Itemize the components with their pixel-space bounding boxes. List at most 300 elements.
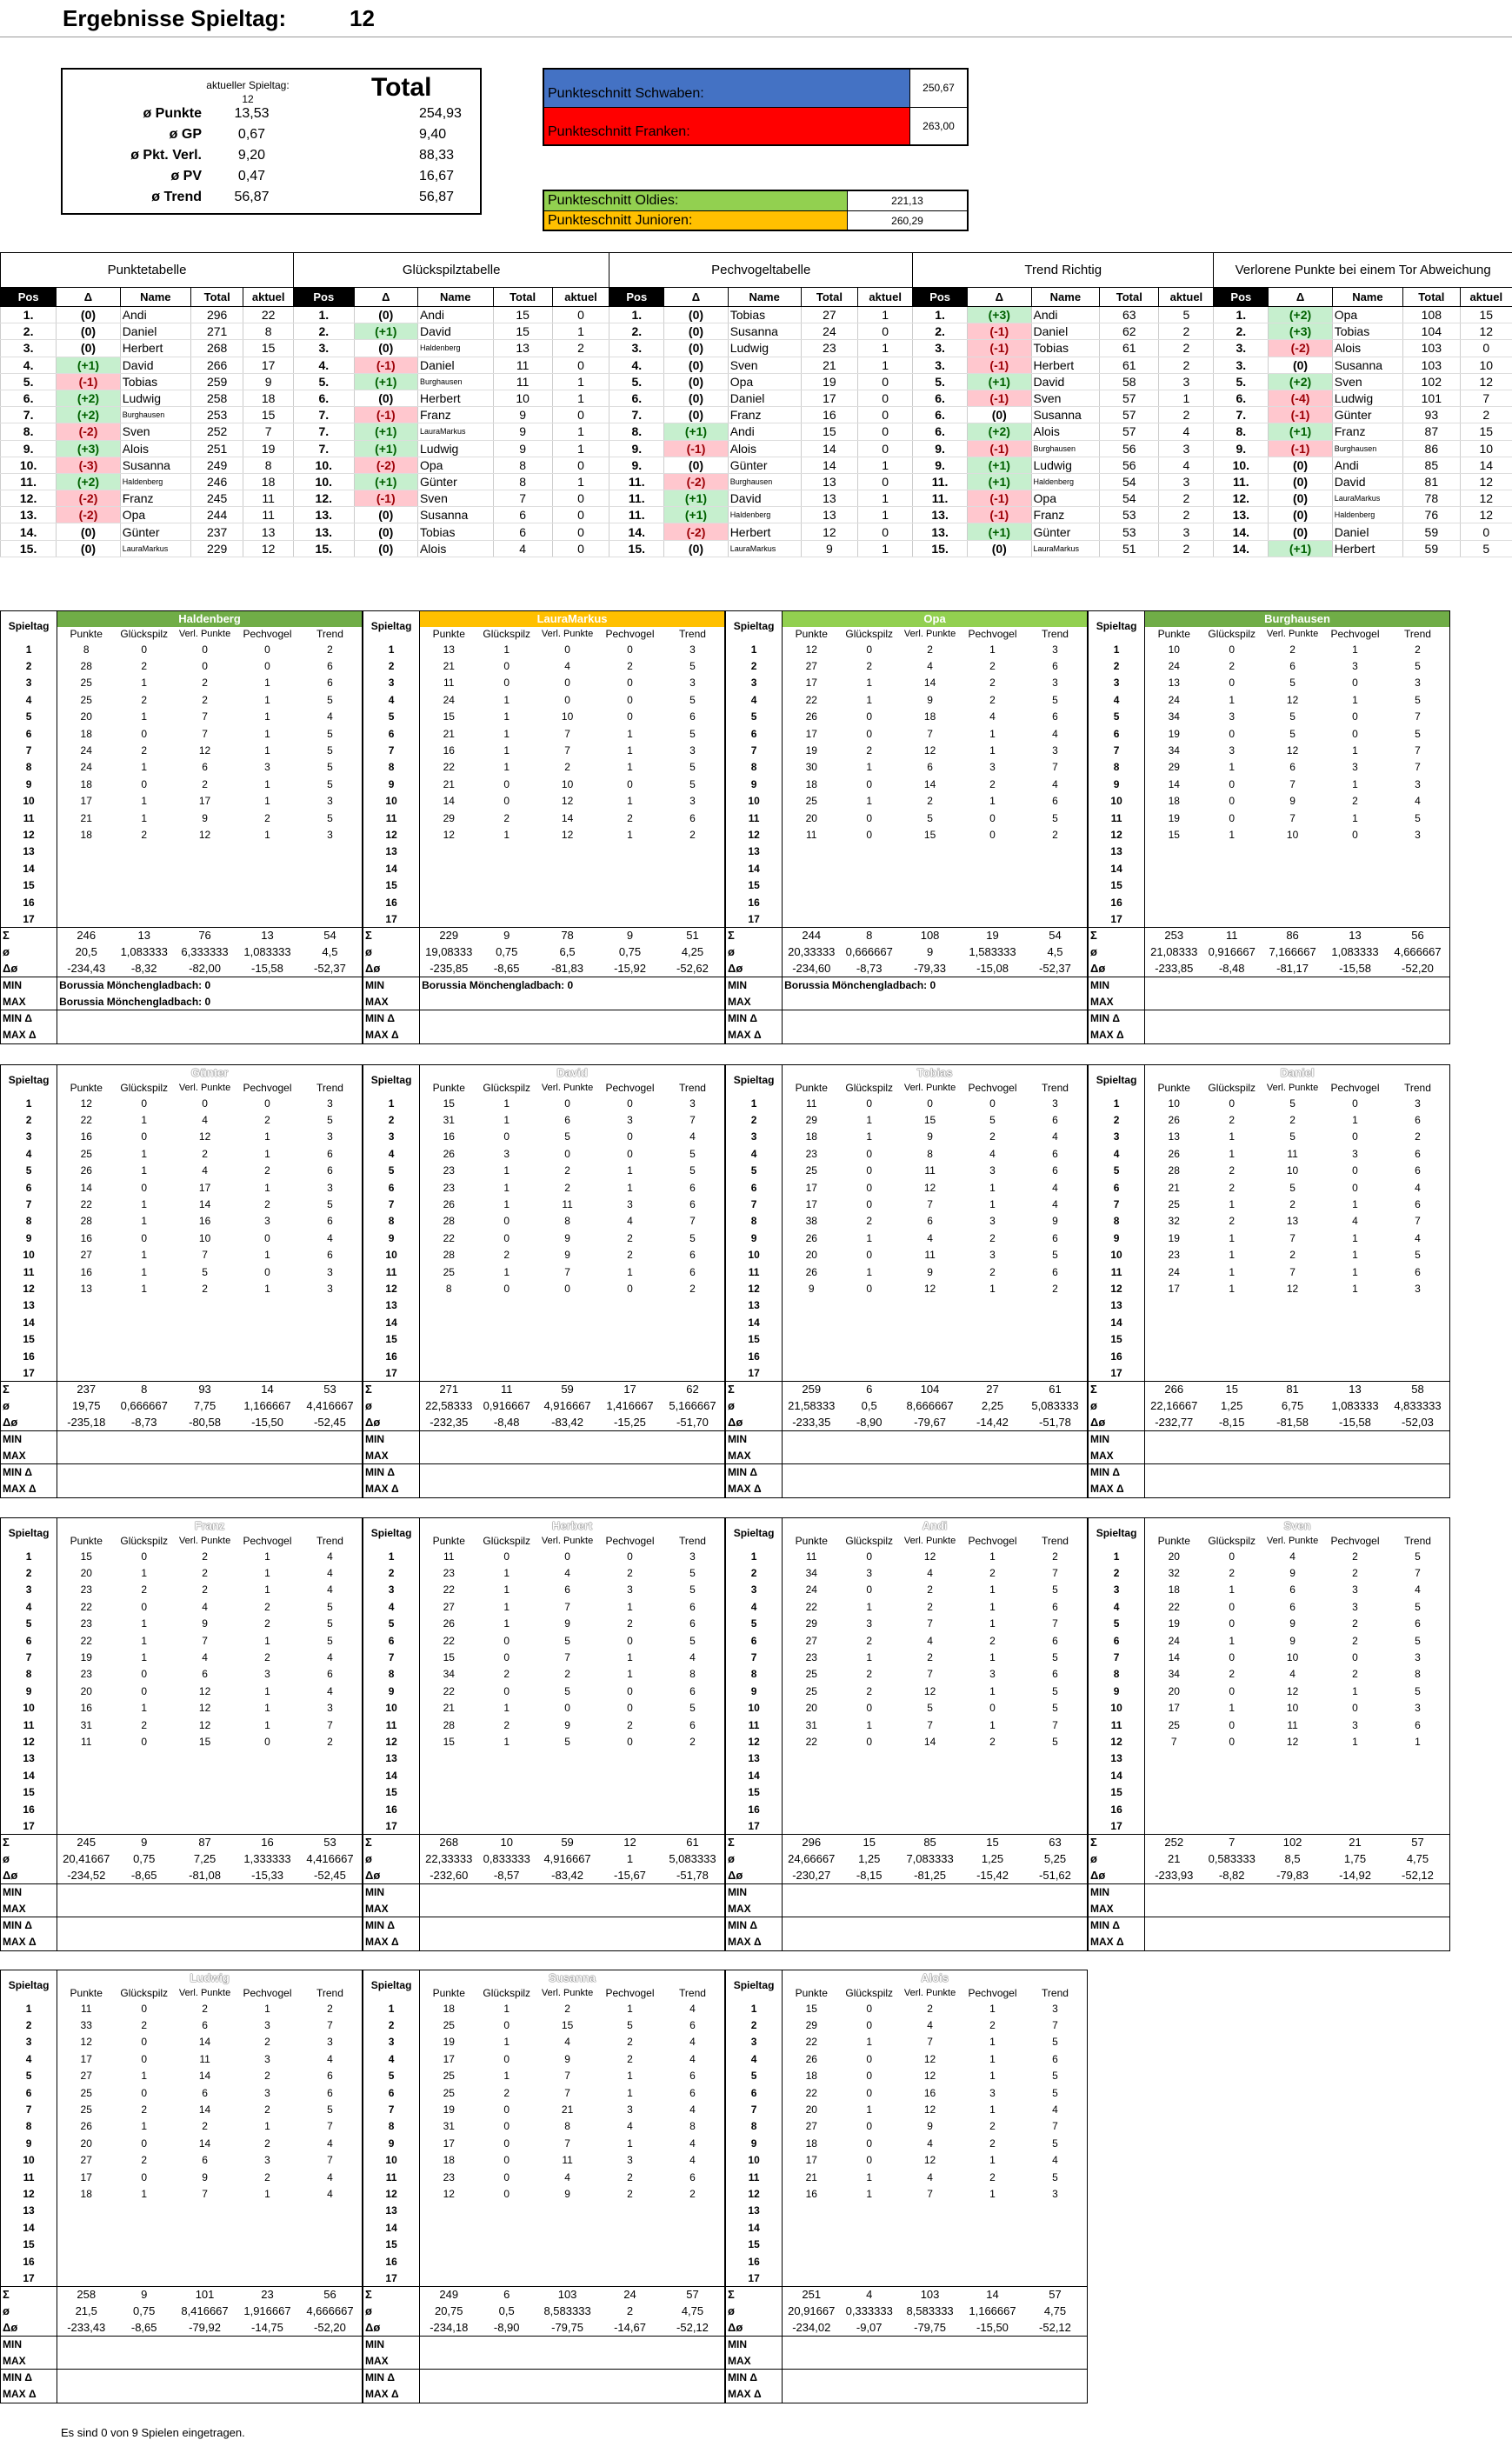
position: 9. bbox=[1, 440, 57, 457]
minmax-row bbox=[1089, 1010, 1449, 1027]
matchday-row bbox=[1, 1280, 362, 1297]
ranking-tables bbox=[0, 252, 1512, 557]
total: 58 bbox=[1100, 373, 1159, 390]
matchday-number: 5 bbox=[1, 709, 57, 725]
matchday-value bbox=[1261, 1297, 1324, 1314]
stat-value: 4,416667 bbox=[306, 1852, 354, 1866]
stat-value: 1,75 bbox=[1343, 1852, 1367, 1866]
column-header[interactable]: Pos bbox=[1214, 288, 1269, 307]
matchday-value: 0 bbox=[141, 777, 148, 790]
name: Sven bbox=[1031, 390, 1100, 406]
matchday-value: 1 bbox=[503, 1198, 510, 1211]
delta: (+3) bbox=[57, 440, 120, 457]
column-header[interactable]: Δ bbox=[57, 288, 120, 307]
position: 11. bbox=[913, 490, 968, 507]
matchday-value bbox=[1386, 1750, 1449, 1767]
matchday-value: 22 bbox=[443, 1684, 455, 1697]
total: 237 bbox=[190, 523, 243, 540]
position: 10. bbox=[1, 457, 57, 473]
column-header[interactable]: Total bbox=[1100, 288, 1159, 307]
matchday-value: 34 bbox=[1168, 710, 1180, 723]
column-header[interactable]: Δ bbox=[664, 288, 728, 307]
matchday-value: 12 bbox=[1286, 1282, 1299, 1295]
matchday-row bbox=[726, 1801, 1087, 1817]
matchday-value bbox=[1145, 1817, 1203, 1834]
matchday-value bbox=[898, 894, 962, 910]
stat-value: 266 bbox=[1164, 1383, 1184, 1397]
name: Herbert bbox=[1332, 540, 1402, 557]
matchday-row bbox=[1089, 1616, 1449, 1632]
matchday-value bbox=[477, 1750, 536, 1767]
stat-value: 244 bbox=[802, 929, 822, 943]
minmax-label: MIN bbox=[1089, 1431, 1145, 1448]
matchday-value: 7 bbox=[1289, 811, 1296, 824]
matchday-value: 25 bbox=[805, 1164, 817, 1177]
matchday-value: 1 bbox=[141, 1147, 148, 1160]
column-header[interactable]: Name bbox=[120, 288, 190, 307]
stat-value: 6 bbox=[503, 2288, 510, 2302]
player-name: Franz bbox=[57, 1518, 362, 1534]
matchday-value: 1 bbox=[264, 1567, 270, 1580]
matchday-number: 13 bbox=[1089, 1750, 1145, 1767]
matchday-row bbox=[1089, 843, 1449, 860]
matchday-value: 26 bbox=[443, 1147, 455, 1160]
position: 6. bbox=[1, 390, 57, 406]
total: 12 bbox=[801, 523, 858, 540]
matchday-number: 11 bbox=[1, 810, 57, 826]
matchday-value: 0 bbox=[866, 2154, 873, 2167]
minmax-value bbox=[783, 2370, 1087, 2386]
delta: (0) bbox=[664, 340, 728, 357]
matchday-value: 7 bbox=[327, 1718, 333, 1731]
column-header[interactable]: Pos bbox=[294, 288, 355, 307]
matchday-value bbox=[599, 1297, 661, 1314]
matchday-value: 0 bbox=[503, 2019, 510, 2032]
matchday-row bbox=[363, 1649, 724, 1665]
position: 7. bbox=[1214, 407, 1269, 423]
matchday-value: 1 bbox=[1229, 761, 1236, 774]
matchday-value: 5 bbox=[1052, 2070, 1058, 2083]
matchday-value bbox=[1023, 1750, 1087, 1767]
matchday-value bbox=[115, 2253, 173, 2270]
matchday-value: 24 bbox=[1168, 1265, 1180, 1278]
matchday-number: 4 bbox=[1, 2050, 57, 2067]
matchday-value: 1 bbox=[503, 1735, 510, 1748]
matchday-value: 6 bbox=[1415, 1198, 1421, 1211]
matchday-value: 29 bbox=[805, 1617, 817, 1630]
stat-value: 62 bbox=[686, 1383, 699, 1397]
delta: (+1) bbox=[1269, 423, 1332, 440]
column-header[interactable]: Pos bbox=[1, 288, 57, 307]
minmax-label: MIN bbox=[1089, 977, 1145, 994]
player-name: Opa bbox=[783, 611, 1087, 627]
matchday-value: 28 bbox=[443, 1215, 455, 1228]
stat-value: 8,583333 bbox=[906, 2304, 954, 2318]
matchday-value: 9 bbox=[1289, 1634, 1296, 1647]
column-header[interactable]: Δ bbox=[354, 288, 417, 307]
column-header[interactable]: Pos bbox=[609, 288, 664, 307]
matchday-row bbox=[726, 2169, 1087, 2185]
name: Alois bbox=[417, 540, 493, 557]
matchday-value: 3 bbox=[327, 795, 333, 808]
matchday-row bbox=[726, 2034, 1087, 2050]
matchday-value: 12 bbox=[1286, 1684, 1299, 1697]
delta: (+2) bbox=[57, 390, 120, 406]
matchday-row bbox=[726, 1163, 1087, 1179]
minmax-value bbox=[420, 2370, 724, 2386]
stat-value: 10 bbox=[500, 1836, 513, 1850]
matchday-row bbox=[1, 2169, 362, 2185]
matchday-value bbox=[840, 910, 898, 927]
column-header[interactable]: aktuel bbox=[552, 288, 609, 307]
matchday-number: 11 bbox=[726, 1717, 783, 1733]
position: 3. bbox=[913, 357, 968, 373]
matchday-value: 5 bbox=[1052, 1249, 1058, 1262]
matchday-number: 3 bbox=[726, 675, 783, 691]
minmax-row bbox=[1089, 1917, 1449, 1934]
stat-value: 252 bbox=[1164, 1836, 1184, 1850]
stat-value: 57 bbox=[686, 2288, 699, 2302]
matchday-value: 6 bbox=[1415, 1147, 1421, 1160]
matchday-row bbox=[726, 2101, 1087, 2117]
matchday-value: 2 bbox=[1352, 1668, 1358, 1681]
matchday-number: 4 bbox=[726, 1145, 783, 1162]
matchday-value: 1 bbox=[264, 1130, 270, 1143]
matchday-value: 26 bbox=[805, 1265, 817, 1278]
matchday-value: 11 bbox=[443, 1550, 455, 1563]
matchday-value: 14 bbox=[80, 1181, 92, 1194]
minmax-label: MIN Δ bbox=[1, 1464, 57, 1481]
matchday-value bbox=[420, 1801, 478, 1817]
matchday-value: 11 bbox=[562, 1198, 573, 1211]
matchday-row bbox=[1, 1817, 362, 1834]
delta: (-1) bbox=[354, 357, 417, 373]
stat-value: -15,08 bbox=[976, 961, 1009, 975]
matchday-value: 21 bbox=[805, 2170, 817, 2183]
matchday-value: 7 bbox=[1289, 1265, 1296, 1278]
matchday-value: 5 bbox=[202, 1265, 208, 1278]
matchday-value: 1 bbox=[141, 1114, 148, 1127]
stat-value: 22,33333 bbox=[425, 1852, 473, 1866]
matchday-value bbox=[962, 2203, 1023, 2219]
matchday-row bbox=[1089, 1095, 1449, 1111]
matchday-number: 17 bbox=[1089, 1364, 1145, 1381]
player-name: Andi bbox=[783, 1518, 1087, 1534]
stat-value: -8,65 bbox=[493, 961, 520, 975]
matchday-number: 5 bbox=[1089, 1163, 1145, 1179]
stat-column-header: Pechvogel bbox=[605, 1082, 655, 1094]
column-header[interactable]: Δ bbox=[1269, 288, 1332, 307]
matchday-value bbox=[599, 843, 661, 860]
stat-value: -234,52 bbox=[67, 1868, 106, 1882]
current: 8 bbox=[243, 457, 294, 473]
matchday-value: 25 bbox=[443, 1265, 455, 1278]
matchday-value: 2 bbox=[689, 2187, 696, 2200]
matchday-value bbox=[962, 1348, 1023, 1364]
matchday-value: 4 bbox=[202, 1600, 208, 1613]
total: 229 bbox=[190, 540, 243, 557]
minmax-value bbox=[783, 1431, 1087, 1448]
position: 5. bbox=[1, 373, 57, 390]
matchday-number: 11 bbox=[726, 2169, 783, 2185]
current: 15 bbox=[243, 407, 294, 423]
matchday-value bbox=[57, 2203, 116, 2219]
column-header[interactable]: Total bbox=[190, 288, 243, 307]
minmax-value bbox=[783, 1934, 1087, 1950]
matchday-row bbox=[363, 2152, 724, 2169]
column-header[interactable]: Name bbox=[728, 288, 801, 307]
delta: (0) bbox=[664, 373, 728, 390]
matchday-number: 1 bbox=[1, 1548, 57, 1564]
column-header[interactable]: aktuel bbox=[1159, 288, 1214, 307]
matchday-row bbox=[726, 2050, 1087, 2067]
matchday-value: 0 bbox=[264, 1097, 270, 1110]
matchday-value: 1 bbox=[264, 1583, 270, 1597]
matchday-row bbox=[726, 1196, 1087, 1212]
matchday-value bbox=[536, 1801, 599, 1817]
matchday-value bbox=[236, 1314, 298, 1330]
matchday-value: 25 bbox=[805, 1668, 817, 1681]
matchday-value: 1 bbox=[141, 1282, 148, 1295]
matchday-value: 2 bbox=[689, 1282, 696, 1295]
stat-value: 5,083333 bbox=[1031, 1399, 1079, 1413]
matchday-value: 7 bbox=[202, 710, 208, 723]
matchday-value: 0 bbox=[866, 1198, 873, 1211]
total: 87 bbox=[1403, 423, 1461, 440]
minmax-row bbox=[1089, 1884, 1449, 1901]
matchday-number: 1 bbox=[363, 641, 420, 657]
delta: (+1) bbox=[968, 457, 1031, 473]
matchday-row bbox=[726, 1280, 1087, 1297]
stat-column-header: Punkte bbox=[70, 1535, 103, 1547]
delta: (-1) bbox=[968, 340, 1031, 357]
column-header[interactable]: Total bbox=[493, 288, 552, 307]
stat-column-header: Pechvogel bbox=[968, 1987, 1017, 1999]
matchday-number: 17 bbox=[726, 910, 783, 927]
column-header[interactable]: Name bbox=[1332, 288, 1402, 307]
matchday-value bbox=[298, 2219, 362, 2236]
matchday-value: 4 bbox=[989, 1147, 996, 1160]
stat-column-header: Verl. Punkte bbox=[1266, 1083, 1319, 1093]
matchday-value: 1 bbox=[1415, 1735, 1421, 1748]
current: 1 bbox=[552, 440, 609, 457]
stat-value: 237 bbox=[77, 1383, 97, 1397]
matchday-row bbox=[1, 1145, 362, 1162]
minmax-label: MAX Δ bbox=[1089, 1027, 1145, 1043]
stat-label: Δø bbox=[1, 961, 57, 977]
delta: (+2) bbox=[1269, 307, 1332, 323]
matchday-value bbox=[298, 860, 362, 877]
total: 21 bbox=[801, 357, 858, 373]
minmax-row bbox=[726, 1884, 1087, 1901]
matchday-value: 6 bbox=[327, 677, 333, 690]
matchday-row bbox=[726, 1111, 1087, 1128]
column-header[interactable]: aktuel bbox=[1460, 288, 1512, 307]
summary-current: 9,20 bbox=[237, 148, 266, 163]
stat-label: ø bbox=[1089, 944, 1145, 961]
matchday-row bbox=[726, 2118, 1087, 2135]
player-block-alois bbox=[725, 1970, 1088, 2403]
matchday-row bbox=[363, 2236, 724, 2252]
stat-value: 19,75 bbox=[71, 1399, 101, 1413]
matchday-row bbox=[726, 759, 1087, 776]
matchday-row bbox=[363, 2185, 724, 2202]
matchday-number: 5 bbox=[1, 1163, 57, 1179]
current: 0 bbox=[552, 407, 609, 423]
current: 17 bbox=[243, 357, 294, 373]
matchday-value: 4 bbox=[327, 2137, 333, 2150]
matchday-number: 17 bbox=[1, 1364, 57, 1381]
matchday-number: 10 bbox=[1, 2152, 57, 2169]
name: Burghausen bbox=[1031, 440, 1100, 457]
matchday-number: 2 bbox=[1089, 1564, 1145, 1581]
matchday-value: 20 bbox=[80, 2137, 92, 2150]
minmax-row bbox=[1, 1917, 362, 1934]
current: 1 bbox=[858, 357, 913, 373]
matchday-number: 6 bbox=[1089, 1179, 1145, 1196]
total: 10 bbox=[493, 390, 552, 406]
minmax-value: Borussia Mönchengladbach: 0 bbox=[59, 979, 211, 992]
matchday-value bbox=[57, 1364, 116, 1381]
matchday-value: 20 bbox=[80, 710, 92, 723]
column-header[interactable]: aktuel bbox=[858, 288, 913, 307]
matchday-row bbox=[726, 1348, 1087, 1364]
matchday-value: 3 bbox=[1052, 744, 1058, 757]
matchday-value: 0 bbox=[1352, 1164, 1358, 1177]
matchday-value: 1 bbox=[503, 761, 510, 774]
matchday-row bbox=[726, 1700, 1087, 1717]
matchday-value: 0 bbox=[1352, 1651, 1358, 1664]
matchday-value: 1 bbox=[627, 1181, 633, 1194]
stat-value: 12 bbox=[623, 1836, 636, 1850]
matchday-value: 1 bbox=[989, 1583, 996, 1597]
column-header[interactable]: aktuel bbox=[243, 288, 294, 307]
matchday-value bbox=[57, 2270, 116, 2286]
current: 2 bbox=[1159, 340, 1214, 357]
minmax-value bbox=[1145, 977, 1449, 994]
matchday-value: 2 bbox=[627, 2170, 633, 2183]
stat-value: 0,75 bbox=[496, 945, 518, 959]
matchday-number: 8 bbox=[726, 1213, 783, 1230]
matchday-value: 5 bbox=[1052, 1735, 1058, 1748]
stat-value: 20,33333 bbox=[788, 945, 836, 959]
matchday-number: 16 bbox=[1, 1801, 57, 1817]
column-header[interactable]: Total bbox=[801, 288, 858, 307]
matchday-value: 1 bbox=[264, 1634, 270, 1647]
matchday-value bbox=[57, 2219, 116, 2236]
matchday-number: 4 bbox=[726, 691, 783, 708]
matchday-value bbox=[661, 843, 724, 860]
minmax-row bbox=[1089, 1431, 1449, 1448]
delta: (0) bbox=[354, 307, 417, 323]
matchday-number: 2 bbox=[726, 2017, 783, 2033]
matchday-value bbox=[173, 1314, 236, 1330]
stat-value: 61 bbox=[1049, 1383, 1062, 1397]
stat-label: ø bbox=[363, 1398, 420, 1415]
column-header[interactable]: Pos bbox=[913, 288, 968, 307]
matchday-value bbox=[420, 2219, 478, 2236]
position: 4. bbox=[1, 357, 57, 373]
stat-value: 0,916667 bbox=[483, 1399, 530, 1413]
matchday-value: 7 bbox=[202, 1634, 208, 1647]
matchday-value: 6 bbox=[202, 761, 208, 774]
section-title-4: Trend Richtig bbox=[913, 253, 1214, 288]
matchday-value bbox=[1023, 1348, 1087, 1364]
column-header[interactable]: Name bbox=[1031, 288, 1100, 307]
stat-label: Δø bbox=[726, 961, 783, 977]
matchday-value: 1 bbox=[264, 1718, 270, 1731]
matchday-value: 7 bbox=[1052, 2120, 1058, 2133]
stat-row bbox=[1089, 944, 1449, 961]
matchday-row bbox=[726, 2219, 1087, 2236]
stat-value: -15,67 bbox=[614, 1868, 646, 1882]
matchday-number: 7 bbox=[1, 1649, 57, 1665]
matchday-value: 2 bbox=[989, 1265, 996, 1278]
matchday-value: 21 bbox=[1168, 1181, 1180, 1194]
matchday-value bbox=[898, 877, 962, 893]
matchday-value: 2 bbox=[1289, 1198, 1296, 1211]
matchday-value bbox=[173, 1801, 236, 1817]
matchday-value: 2 bbox=[503, 1668, 510, 1681]
matchday-number: 10 bbox=[363, 1700, 420, 1717]
minmax-label: MIN Δ bbox=[726, 1464, 783, 1481]
delta: (0) bbox=[1269, 357, 1332, 373]
stat-row bbox=[1089, 1835, 1449, 1851]
stat-value: 63 bbox=[1049, 1836, 1062, 1850]
matchday-row bbox=[363, 1145, 724, 1162]
matchday-value: 1 bbox=[1352, 1249, 1358, 1262]
name: Opa bbox=[1332, 307, 1402, 323]
matchday-value: 4 bbox=[927, 1231, 933, 1244]
matchday-value: 1 bbox=[627, 1164, 633, 1177]
current: 2 bbox=[1159, 540, 1214, 557]
summary-row bbox=[63, 127, 483, 148]
current: 4 bbox=[1159, 423, 1214, 440]
current: 1 bbox=[858, 340, 913, 357]
matchday-value: 0 bbox=[503, 1215, 510, 1228]
matchday-number: 6 bbox=[363, 1179, 420, 1196]
position: 12. bbox=[1214, 490, 1269, 507]
matchday-value: 8 bbox=[927, 1147, 933, 1160]
matchday-value: 7 bbox=[564, 2137, 570, 2150]
matchday-row bbox=[1, 1196, 362, 1212]
matchday-number: 16 bbox=[1089, 1348, 1145, 1364]
stat-column-header: Verl. Punkte bbox=[178, 1083, 231, 1093]
matchday-value: 1 bbox=[264, 744, 270, 757]
matchday-number: 16 bbox=[1089, 894, 1145, 910]
matchday-value: 10 bbox=[1286, 828, 1299, 841]
column-header[interactable]: Δ bbox=[968, 288, 1031, 307]
minmax-row bbox=[1, 1464, 362, 1481]
column-header[interactable]: Total bbox=[1403, 288, 1461, 307]
matchday-value: 0 bbox=[627, 1684, 633, 1697]
minmax-row bbox=[1089, 994, 1449, 1010]
matchday-value bbox=[477, 1364, 536, 1381]
table-row bbox=[1, 473, 1512, 490]
matchday-value bbox=[236, 1750, 298, 1767]
matchday-value: 0 bbox=[1352, 710, 1358, 723]
matchday-value: 18 bbox=[443, 2002, 455, 2015]
stat-value: 27 bbox=[986, 1383, 999, 1397]
matchday-number: 3 bbox=[1089, 675, 1145, 691]
column-header[interactable]: Name bbox=[417, 288, 493, 307]
matchday-value bbox=[1386, 910, 1449, 927]
current: 2 bbox=[1159, 323, 1214, 340]
matchday-value: 0 bbox=[989, 811, 996, 824]
minmax-value bbox=[57, 2370, 362, 2386]
stat-row bbox=[726, 928, 1087, 944]
matchday-value: 6 bbox=[202, 2154, 208, 2167]
